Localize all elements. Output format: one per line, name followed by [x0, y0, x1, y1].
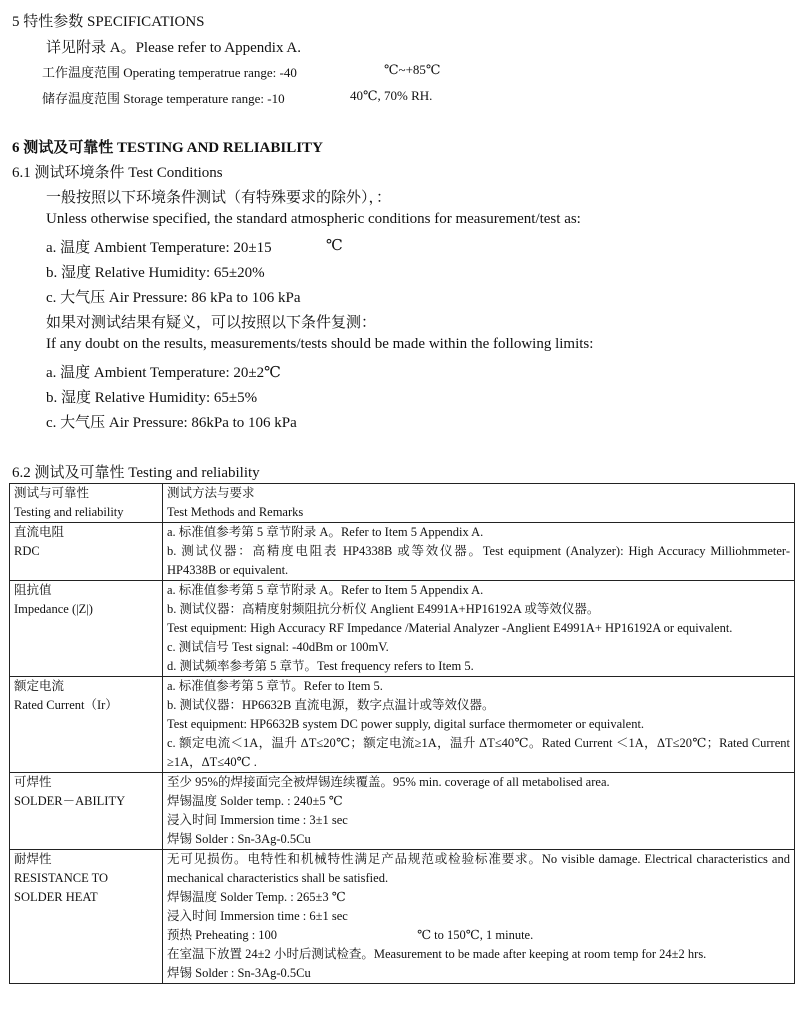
appendix-note: 详见附录 A。Please refer to Appendix A. — [46, 40, 301, 56]
rated-name-cell — [10, 677, 163, 773]
rdc-equipment: b. 测试仪器：高精度电阻表 HP4338B 或等效仪器。Test equipment (Analyzer): High Accuracy Milliohmmeter-HP4338B or equivalent. — [167, 544, 790, 577]
rdc-name-cell — [10, 523, 163, 581]
section-6-2-heading: 6.2 测试及可靠性 Testing and reliability — [12, 465, 260, 481]
resist-criteria: 无可见损伤。电特性和机械特性满足产品规范或检验标准要求。No visible damage. Electrical characteristics and mechanical characteristics shall be satisfied. — [167, 852, 790, 885]
resist-name-en-1: RESISTANCE TO — [14, 871, 109, 885]
resist-immersion: 浸入时间 Immersion time : 6±1 sec — [167, 909, 348, 923]
testing-reliability-table — [9, 483, 795, 984]
resist-solder-alloy: 焊锡 Solder : Sn-3Ag-0.5Cu — [167, 966, 311, 980]
impedance-name-cn: 阻抗值 — [14, 583, 52, 597]
rdc-standard: a. 标准值参考第 5 章节附录 A。Refer to Item 5 Appendix A. — [167, 525, 484, 539]
table-row-impedance — [10, 581, 795, 677]
intro-en: Unless otherwise specified, the standard atmospheric conditions for measurement/test as: — [46, 211, 581, 227]
std-temperature: a. 温度 Ambient Temperature: 20±15 — [46, 240, 272, 256]
section-5-heading: 5 特性参数 SPECIFICATIONS — [12, 14, 205, 30]
table-row-resistance-solder-heat — [10, 850, 795, 984]
solder-name-cn: 可焊性 — [14, 775, 52, 789]
impedance-equipment-en: Test equipment: High Accuracy RF Impedance /Material Analyzer -Anglient E4991A+ HP16192A or equivalent. — [167, 621, 733, 635]
impedance-frequency: d. 测试频率参考第 5 章节。Test frequency refers to Item 5. — [167, 659, 474, 673]
solder-name-cell — [10, 773, 163, 850]
impedance-name-cell — [10, 581, 163, 677]
rated-temperature-rise: c. 额定电流＜1A，温升 ΔT≤20℃；额定电流≥1A，温升 ΔT≤40℃。Rated Current ＜1A，ΔT≤20℃；Rated Current ≥1A，ΔT≤40℃ . — [167, 736, 790, 769]
limit-pressure: c. 大气压 Air Pressure: 86kPa to 106 kPa — [46, 415, 297, 431]
solder-alloy: 焊锡 Solder : Sn-3Ag-0.5Cu — [167, 832, 311, 846]
preheat-range: ℃ to 150℃, 1 minute. — [417, 928, 534, 942]
std-humidity: b. 湿度 Relative Humidity: 65±20% — [46, 265, 265, 281]
resist-method-cell — [163, 850, 795, 984]
operating-temp-range: ℃~+85℃ — [384, 62, 441, 77]
resist-solder-temp: 焊锡温度 Solder Temp. : 265±3 ℃ — [167, 890, 346, 904]
rated-equipment-cn: b. 测试仪器：HP6632B 直流电源，数字点温计或等效仪器。 — [167, 698, 495, 712]
table-row-rated-current — [10, 677, 795, 773]
rated-name-cn: 额定电流 — [14, 679, 65, 693]
impedance-method-cell — [163, 581, 795, 677]
section-6-1-heading: 6.1 测试环境条件 Test Conditions — [12, 165, 223, 181]
section-6-heading: 6 测试及可靠性 TESTING AND RELIABILITY — [12, 140, 323, 156]
resist-measurement: 在室温下放置 24±2 小时后测试检查。Measurement to be made after keeping at room temp for 24±2 hrs. — [167, 947, 707, 961]
preheat-start: 预热 Preheating : 100 — [167, 928, 278, 942]
header-item-cell — [10, 484, 163, 523]
solder-temp: 焊锡温度 Solder temp. : 240±5 ℃ — [167, 794, 343, 808]
storage-temp-range: 40℃, 70% RH. — [350, 88, 433, 103]
limit-temperature: a. 温度 Ambient Temperature: 20±2℃ — [46, 365, 281, 381]
header-method-en: Test Methods and Remarks — [167, 505, 304, 519]
header-method-cell — [163, 484, 795, 523]
std-temperature-unit: ℃ — [326, 238, 343, 254]
table-row-rdc — [10, 523, 795, 581]
storage-temp-label: 储存温度范围 Storage temperature range: -10 — [42, 91, 285, 106]
rated-equipment-en: Test equipment: HP6632B system DC power supply, digital surface thermometer or equivalent. — [167, 717, 645, 731]
rdc-name-en: RDC — [14, 544, 40, 558]
rated-standard: a. 标准值参考第 5 章节。Refer to Item 5. — [167, 679, 383, 693]
rated-name-en: Rated Current（Ir） — [14, 698, 118, 712]
header-item-en: Testing and reliability — [14, 505, 124, 519]
table-row-solderability — [10, 773, 795, 850]
impedance-equipment-cn: b. 测试仪器：高精度射频阻抗分析仪 Anglient E4991A+HP16192A 或等效仪器。 — [167, 602, 600, 616]
impedance-standard: a. 标准值参考第 5 章节附录 A。Refer to Item 5 Appendix A. — [167, 583, 484, 597]
resist-name-cn: 耐焊性 — [14, 852, 52, 866]
impedance-signal: c. 测试信号 Test signal: -40dBm or 100mV. — [167, 640, 389, 654]
operating-temp-label: 工作温度范围 Operating temperatrue range: -40 — [42, 65, 297, 80]
rdc-name-cn: 直流电阻 — [14, 525, 65, 539]
resist-name-en-2: SOLDER HEAT — [14, 890, 98, 904]
table-header-row — [10, 484, 795, 523]
rated-method-cell — [163, 677, 795, 773]
solder-immersion: 浸入时间 Immersion time : 3±1 sec — [167, 813, 348, 827]
intro-cn: 一般按照以下环境条件测试（有特殊要求的除外），： — [46, 190, 392, 206]
resist-preheating — [167, 926, 790, 945]
solder-method-cell — [163, 773, 795, 850]
resist-name-cell — [10, 850, 163, 984]
limit-humidity: b. 湿度 Relative Humidity: 65±5% — [46, 390, 258, 406]
header-item-cn: 测试与可靠性 — [14, 486, 90, 500]
doubt-cn: 如果对测试结果有疑义，可以按照以下条件复测： — [46, 315, 377, 331]
doubt-en: If any doubt on the results, measurements/tests should be made within the following limits: — [46, 336, 594, 352]
solder-name-en: SOLDER－ABILITY — [14, 794, 126, 808]
impedance-name-en: Impedance (|Z|) — [14, 602, 93, 616]
header-method-cn: 测试方法与要求 — [167, 486, 255, 500]
solder-coverage: 至少 95%的焊接面完全被焊锡连续覆盖。95% min. coverage of all metabolised area. — [167, 775, 610, 789]
rdc-method-cell — [163, 523, 795, 581]
std-pressure: c. 大气压 Air Pressure: 86 kPa to 106 kPa — [46, 290, 301, 306]
